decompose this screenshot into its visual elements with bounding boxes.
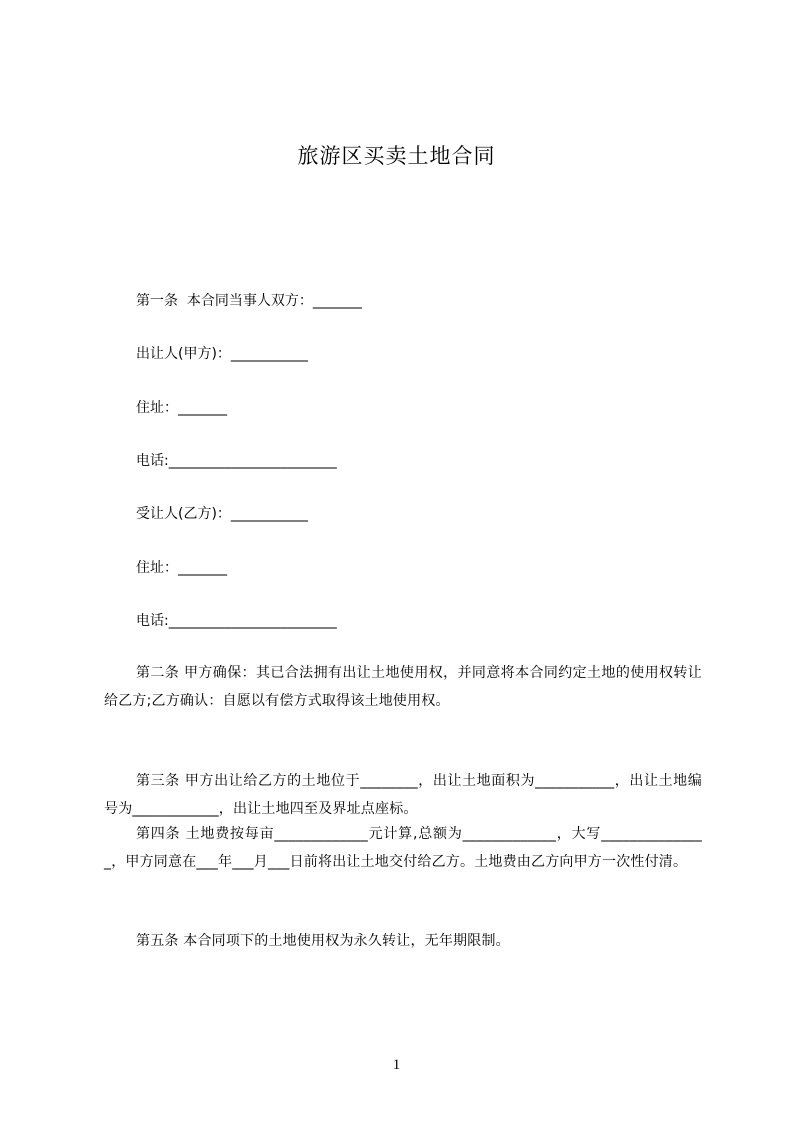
- article-2: 第二条 甲方确保：其已合法拥有出让土地使用权，并同意将本合同约定土地的使用权转让给乙方;乙方确认：自愿以有偿方式取得该土地使用权。: [104, 665, 702, 709]
- party-a-phone: 电话:________________________: [136, 453, 337, 469]
- party-b-address: 住址：_______: [136, 560, 227, 576]
- party-a-address: 住址：_______: [136, 400, 227, 416]
- article-5: 第五条 本合同项下的土地使用权为永久转让，无年期限制。: [136, 933, 510, 949]
- article-1-parties: 第一条 本合同当事人双方：_______: [136, 293, 362, 309]
- document-title: 旅游区买卖土地合同: [297, 144, 496, 168]
- party-a-label: 出让人(甲方)：___________: [136, 346, 308, 362]
- party-b-phone: 电话:________________________: [136, 613, 337, 629]
- article-4: 第四条 土地费按每亩_____________元计算,总额为_____________，大写_______________，甲方同意在___年___月___日前将出让土地交付给乙方。土地费由乙方向甲方一次性付清。: [104, 826, 702, 870]
- page-number: 1: [392, 1057, 401, 1073]
- party-b-label: 受让人(乙方)：___________: [136, 506, 308, 522]
- article-3: 第三条 甲方出让给乙方的土地位于________，出让土地面积为___________，出让土地编号为____________，出让土地四至及界址点座标。: [104, 773, 702, 817]
